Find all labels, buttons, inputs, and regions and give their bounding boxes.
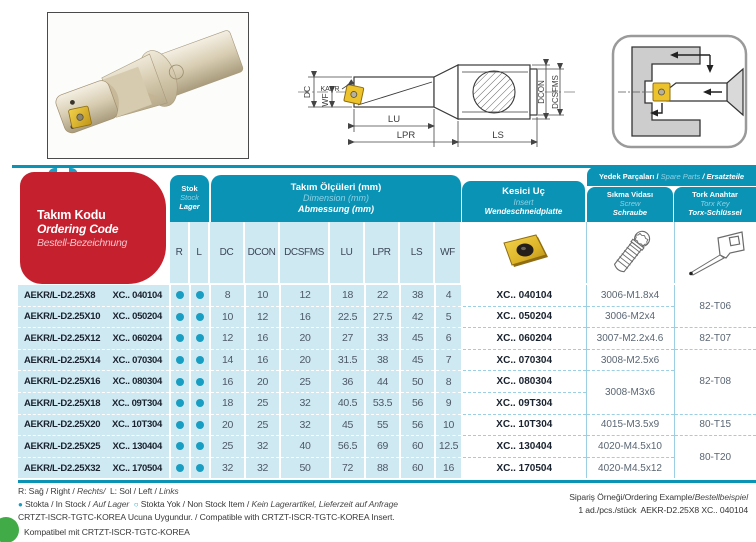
dim-cell-dcsfms: 20 [280, 349, 330, 371]
torx-cell: 80-T15 [674, 414, 756, 436]
in-stock-dot-icon [196, 334, 204, 342]
dim-label-lu: LU [387, 114, 401, 125]
code-cell [18, 392, 170, 414]
in-stock-dot-icon [196, 464, 204, 472]
dim-header-de: Abmessung (mm) [297, 204, 374, 215]
dim-cell-lpr: 27.5 [365, 306, 400, 328]
tool-code: AEKR/L-D2.25X20 [24, 419, 101, 431]
dim-cell-lpr: 44 [365, 371, 400, 393]
code-cell [18, 414, 170, 436]
stock-left-dot [190, 371, 210, 393]
dim-cell-ls: 60 [400, 436, 435, 458]
dimensions-header [211, 175, 461, 222]
in-stock-dot-icon [196, 399, 204, 407]
screw-header-tr: Sıkma Vidası [606, 190, 654, 200]
dim-cell-wf: 12.5 [435, 436, 462, 458]
code-cell [18, 436, 170, 458]
dim-cell-dc: 8 [210, 285, 245, 306]
insert-in-drawing [344, 84, 364, 104]
in-stock-dot-icon: ● [18, 500, 23, 509]
dim-label-dcon: DCON [537, 80, 546, 104]
insert-in-cut [653, 83, 670, 101]
dim-label-dcsfms: DCSFMS [551, 75, 560, 109]
stock-left-dot [190, 349, 210, 371]
insert-ref-cell: XC.. 170504 [462, 457, 586, 478]
screw-header [587, 187, 673, 222]
dim-cell-lpr: 22 [365, 285, 400, 306]
in-stock-dot-icon [196, 421, 204, 429]
product-photo-frame [47, 12, 249, 159]
dim-label-wf: WF [320, 93, 330, 107]
dim-cell-ls: 45 [400, 349, 435, 371]
in-stock-dot-icon [176, 313, 184, 321]
dim-label-dc: DC [302, 85, 312, 99]
tool-code-insert-ref: XC.. 170504 [112, 462, 162, 474]
dim-header-en: Dimension (mm) [302, 193, 369, 204]
tool-code: AEKR/L-D2.25X16 [24, 376, 101, 388]
insert-ref-cell: XC.. 070304 [462, 349, 586, 371]
in-stock-dot-icon [196, 313, 204, 321]
code-cell [18, 306, 170, 328]
dim-cell-lpr: 55 [365, 414, 400, 436]
screw-cell: 3008-M3x6 [586, 371, 674, 414]
table-row [18, 414, 756, 436]
tool-code-insert-ref: XC.. 130404 [112, 440, 162, 452]
screw-cell: 3007-M2.2x4.6 [586, 328, 674, 350]
dim-cell-dcon: 12 [245, 306, 280, 328]
table-row [18, 349, 756, 371]
insert-photo [496, 231, 552, 275]
dim-cell-ls: 38 [400, 285, 435, 306]
stock-right-dot [170, 392, 190, 414]
torx-header-tr: Tork Anahtar [692, 190, 738, 200]
non-stock-dot-icon: ○ [133, 500, 139, 509]
screw-header-de: Schraube [612, 207, 648, 217]
stock-left-dot [190, 328, 210, 350]
insert-ref-cell: XC.. 130404 [462, 436, 586, 458]
torx-header-de: Torx-Schlüssel [688, 207, 742, 217]
dim-cell-wf: 7 [435, 349, 462, 371]
torx-header-en: Torx Key [700, 199, 730, 209]
torx-key-illustration [684, 228, 748, 278]
screw-header-en: Screw [619, 199, 641, 209]
insert-ref-cell: XC.. 080304 [462, 371, 586, 393]
tool-code: AEKR/L-D2.25X8 [24, 289, 96, 301]
code-cell [18, 371, 170, 393]
dim-cell-lu: 40.5 [330, 392, 365, 414]
dim-cell-lu: 56.5 [330, 436, 365, 458]
screw-photo-cell [586, 222, 674, 283]
dim-cell-dcon: 10 [245, 285, 280, 306]
code-cell [18, 285, 170, 306]
dim-cell-dc: 20 [210, 414, 245, 436]
dim-cell-lu: 31.5 [330, 349, 365, 371]
torx-cell: 82-T06 [674, 285, 756, 328]
application-drawing [610, 33, 750, 151]
dim-cell-dc: 12 [210, 328, 245, 350]
dim-cell-dc: 18 [210, 392, 245, 414]
header-takim-kodu: Takım Kodu [37, 207, 106, 222]
footnote-compatibility: CRTZT-ISCR-TGTC-KOREA Ucuna Uygundur. / Compatible with CRTZT-ISCR-TGTC-KOREA Insert. [18, 512, 395, 522]
dim-cell-wf: 8 [435, 371, 462, 393]
dim-cell-lpr: 38 [365, 349, 400, 371]
col-header-r: R [170, 222, 190, 283]
in-stock-dot-icon [176, 378, 184, 386]
dim-header-tr: Takım Ölçüleri (mm) [290, 182, 382, 194]
dim-cell-dcon: 32 [245, 457, 280, 478]
stock-right-dot [170, 457, 190, 478]
dim-cell-dcon: 25 [245, 414, 280, 436]
col-header-lpr: LPR [365, 222, 400, 283]
code-cell [18, 457, 170, 478]
torx-cell: 80-T20 [674, 436, 756, 479]
spare-header-tr: Yedek Parçaları / [598, 172, 661, 181]
dim-cell-lpr: 69 [365, 436, 400, 458]
stock-left-dot [190, 285, 210, 306]
tool-code-insert-ref: XC.. 050204 [112, 311, 162, 323]
tool-code: AEKR/L-D2.25X14 [24, 354, 101, 366]
col-header-dcon: DCON [245, 222, 280, 283]
part-illustrations [462, 222, 756, 283]
in-stock-dot-icon [196, 356, 204, 364]
dim-cell-dcon: 16 [245, 349, 280, 371]
dim-label-ls: LS [492, 130, 504, 141]
in-stock-dot-icon [196, 291, 204, 299]
header-bestell-bezeichnung: Bestell-Bezeichnung [37, 236, 128, 249]
tool-code: AEKR/L-D2.25X32 [24, 462, 101, 474]
stock-left-dot [190, 457, 210, 478]
rows-body [18, 285, 756, 478]
dim-cell-dcsfms: 20 [280, 328, 330, 350]
stock-header-de: Lager [179, 201, 200, 211]
dim-cell-wf: 6 [435, 328, 462, 350]
drill-photo [48, 13, 246, 156]
screw-cell: 3006-M1.8x4 [586, 285, 674, 306]
in-stock-dot-icon [176, 442, 184, 450]
footnote-stock: ● Stokta / In Stock / Auf Lager ○ Stokta Yok / Non Stock Item / Kein Lagerartikel, Lieferzeit auf Anfrage [18, 499, 398, 509]
table-row [18, 371, 756, 393]
spare-parts-header [587, 167, 756, 186]
table-row [18, 328, 756, 350]
torx-cell: 82-T07 [674, 328, 756, 350]
insert-ref-cell: XC.. 040104 [462, 285, 586, 306]
tool-code-insert-ref: XC.. 080304 [112, 376, 162, 388]
spare-header-en: Spare Parts [660, 172, 701, 181]
table-row [18, 457, 756, 478]
dim-cell-lu: 18 [330, 285, 365, 306]
dim-cell-dcsfms: 40 [280, 436, 330, 458]
in-stock-dot-icon [196, 442, 204, 450]
header-ordering-code: Ordering Code [37, 221, 119, 236]
in-stock-dot-icon [196, 378, 204, 386]
screw-cell: 3006-M2x4 [586, 306, 674, 328]
clamp-screw-section [473, 71, 515, 113]
dim-label-lpr: LPR [396, 130, 416, 141]
tool-code-insert-ref: XC.. 070304 [112, 354, 162, 366]
footnote-compatibility-de: Kompatibel mit CRTZT-ISCR-TGTC-KOREA [24, 527, 190, 537]
insert-header [462, 181, 585, 222]
code-cell [18, 328, 170, 350]
dim-cell-ls: 50 [400, 371, 435, 393]
col-header-dc: DC [210, 222, 245, 283]
dim-cell-dcsfms: 32 [280, 392, 330, 414]
dim-cell-wf: 9 [435, 392, 462, 414]
col-header-lu: LU [330, 222, 365, 283]
green-marker-icon [0, 517, 19, 542]
tool-code: AEKR/L-D2.25X12 [24, 332, 101, 344]
in-stock-dot-icon [176, 334, 184, 342]
ordering-code-header [20, 172, 166, 284]
insert-ref-cell: XC.. 10T304 [462, 414, 586, 436]
tool-code: AEKR/L-D2.25X18 [24, 397, 101, 409]
col-header-ls: LS [400, 222, 435, 283]
column-subheaders [170, 222, 462, 283]
tool-code-insert-ref: XC.. 040104 [112, 289, 162, 301]
col-header-l: L [190, 222, 210, 283]
screw-illustration [605, 228, 657, 278]
tool-code-insert-ref: XC.. 09T304 [111, 397, 162, 409]
screw-cell: 4020-M4.5x12 [586, 457, 674, 478]
col-header-wf: WF [435, 222, 462, 283]
dim-cell-ls: 45 [400, 328, 435, 350]
stock-right-dot [170, 285, 190, 306]
stock-right-dot [170, 349, 190, 371]
col-header-dcsfms: DCSFMS [280, 222, 330, 283]
stock-right-dot [170, 306, 190, 328]
dim-cell-dcsfms: 16 [280, 306, 330, 328]
dim-cell-lu: 36 [330, 371, 365, 393]
table-row [18, 306, 756, 328]
table-bottom-border [18, 480, 756, 483]
dim-cell-lu: 72 [330, 457, 365, 478]
torx-cell: 82-T08 [674, 349, 756, 414]
stock-right-dot [170, 328, 190, 350]
tool-code-insert-ref: XC.. 060204 [112, 332, 162, 344]
table-row [18, 285, 756, 306]
stock-header [170, 175, 209, 222]
dim-cell-dcon: 25 [245, 392, 280, 414]
dim-cell-wf: 4 [435, 285, 462, 306]
dim-label-kapr: KAPR [320, 86, 340, 93]
stock-left-dot [190, 392, 210, 414]
dim-cell-lu: 22.5 [330, 306, 365, 328]
dim-cell-lpr: 33 [365, 328, 400, 350]
dim-cell-dc: 10 [210, 306, 245, 328]
dim-cell-wf: 16 [435, 457, 462, 478]
dim-cell-wf: 10 [435, 414, 462, 436]
insert-header-de: Wendeschneidplatte [484, 207, 563, 217]
dim-cell-lpr: 53.5 [365, 392, 400, 414]
ordering-example-title: Sipariş Örneği/Ordering Example/Bestellbeispiel [569, 492, 748, 502]
dimension-drawing [288, 32, 584, 160]
dim-cell-dcsfms: 12 [280, 285, 330, 306]
dim-cell-dcon: 32 [245, 436, 280, 458]
torx-header [674, 187, 756, 222]
dim-cell-ls: 42 [400, 306, 435, 328]
insert-photo-cell [462, 222, 586, 283]
dim-cell-ls: 60 [400, 457, 435, 478]
insert-ref-cell: XC.. 050204 [462, 306, 586, 328]
stock-right-dot [170, 436, 190, 458]
spare-header-de: / Ersatzteile [700, 172, 745, 181]
ordering-table [18, 285, 756, 478]
insert-ref-cell: XC.. 060204 [462, 328, 586, 350]
dim-cell-dcsfms: 32 [280, 414, 330, 436]
dim-cell-lu: 27 [330, 328, 365, 350]
dim-cell-dcon: 20 [245, 371, 280, 393]
in-stock-dot-icon [176, 421, 184, 429]
dim-cell-dcsfms: 50 [280, 457, 330, 478]
insert-header-en: Insert [513, 197, 534, 207]
tool-code: AEKR/L-D2.25X10 [24, 311, 101, 323]
dim-cell-dcon: 16 [245, 328, 280, 350]
dim-cell-lpr: 88 [365, 457, 400, 478]
stock-header-tr: Stok [181, 184, 198, 194]
tool-code-insert-ref: XC.. 10T304 [111, 419, 162, 431]
stock-right-dot [170, 371, 190, 393]
screw-cell: 4020-M4.5x10 [586, 436, 674, 458]
stock-left-dot [190, 436, 210, 458]
dim-cell-wf: 5 [435, 306, 462, 328]
dim-cell-dc: 16 [210, 371, 245, 393]
in-stock-dot-icon [176, 291, 184, 299]
in-stock-dot-icon [176, 356, 184, 364]
dim-cell-ls: 56 [400, 392, 435, 414]
stock-right-dot [170, 414, 190, 436]
table-row [18, 436, 756, 458]
dim-cell-ls: 56 [400, 414, 435, 436]
dim-cell-dc: 32 [210, 457, 245, 478]
stock-left-dot [190, 414, 210, 436]
code-cell [18, 349, 170, 371]
insert-ref-cell: XC.. 09T304 [462, 392, 586, 414]
screw-cell: 4015-M3.5x9 [586, 414, 674, 436]
screw-cell: 3008-M2.5x6 [586, 349, 674, 371]
torx-key-photo-cell [674, 222, 756, 283]
insert-header-tr: Kesici Uç [502, 186, 545, 198]
dim-cell-lu: 45 [330, 414, 365, 436]
footnote-right-left: R: Sağ / Right / Rechts/ L: Sol / Left / Links [18, 486, 179, 496]
dim-cell-dcsfms: 25 [280, 371, 330, 393]
stock-left-dot [190, 306, 210, 328]
dim-cell-dc: 25 [210, 436, 245, 458]
in-stock-dot-icon [176, 399, 184, 407]
tool-code: AEKR/L-D2.25X25 [24, 440, 101, 452]
in-stock-dot-icon [176, 464, 184, 472]
dim-cell-dc: 14 [210, 349, 245, 371]
ordering-example-line: 1 ad./pcs./stück AEKR-D2.25X8 XC.. 040104 [578, 505, 748, 515]
stock-header-en: Stock [180, 193, 199, 203]
